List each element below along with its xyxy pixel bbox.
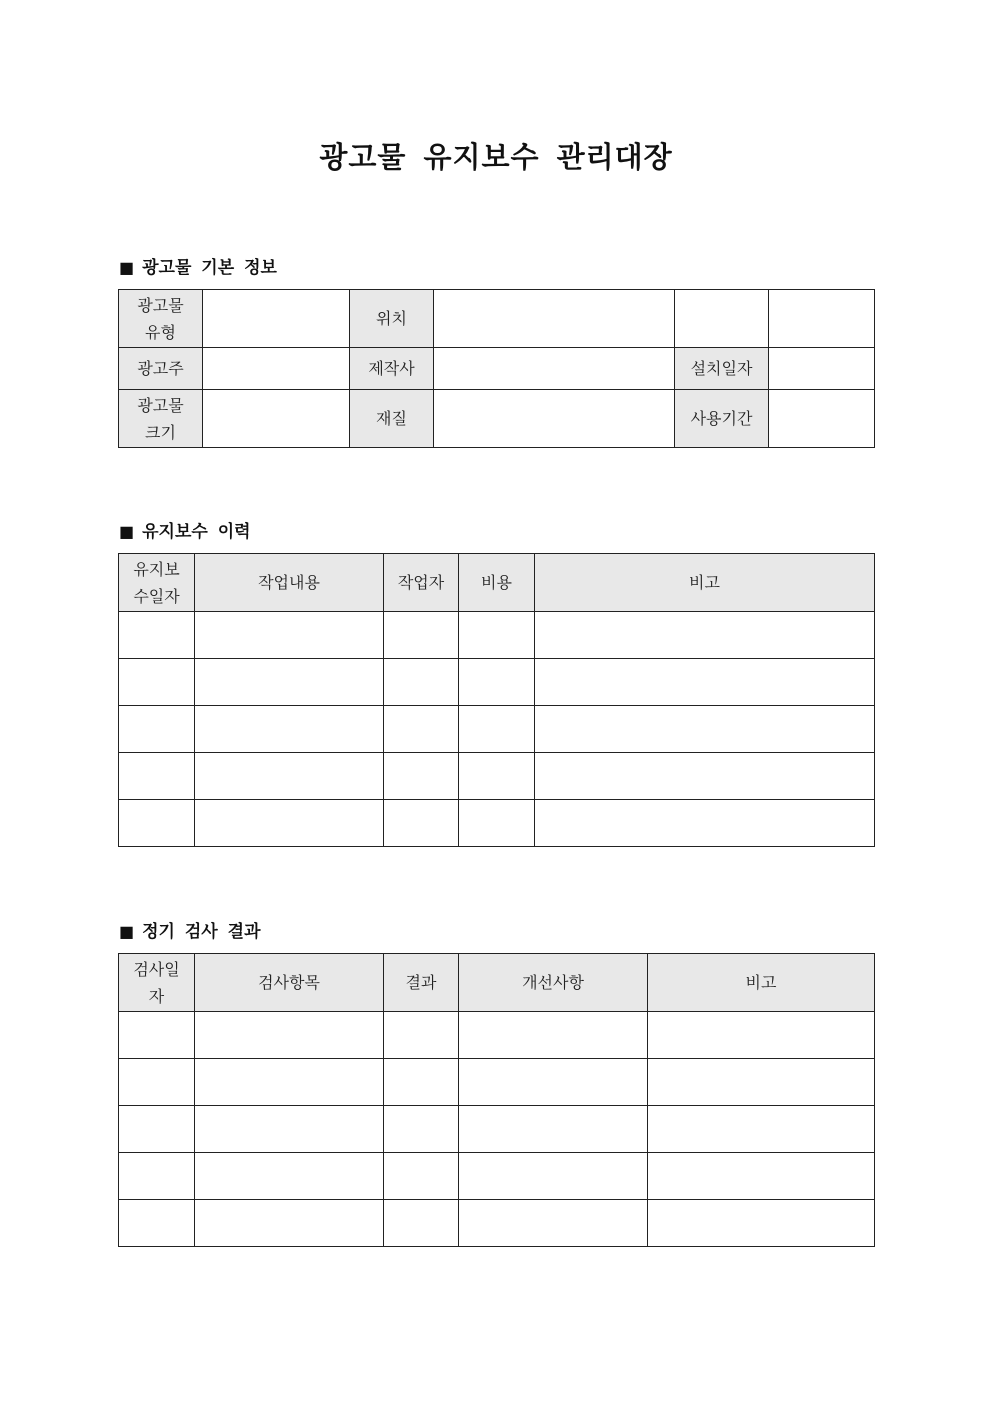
advertiser-label: 광고주 [119,348,203,390]
table-cell[interactable] [384,1153,459,1200]
table-row [119,1200,875,1247]
table-row [119,1059,875,1106]
table-cell[interactable] [384,1200,459,1247]
table-cell[interactable] [119,800,195,847]
table-row [119,612,875,659]
material-field[interactable] [434,390,675,448]
table-cell[interactable] [459,1153,648,1200]
maintenance-history-table [118,553,875,847]
table-cell[interactable] [459,1106,648,1153]
table-cell[interactable] [535,753,875,800]
table-cell[interactable] [195,1200,384,1247]
table-cell[interactable] [648,1200,875,1247]
table-row [119,348,875,390]
table-cell[interactable] [384,1059,459,1106]
section-heading-basic-info [119,253,277,278]
table-cell[interactable] [459,659,535,706]
table-cell[interactable] [459,1059,648,1106]
table-cell[interactable] [384,1106,459,1153]
square-bullet-icon: ■ [119,258,135,277]
table-cell[interactable] [195,1106,384,1153]
table-row [119,706,875,753]
table-cell[interactable] [459,706,535,753]
usage-period-field[interactable] [769,390,875,448]
install-date-label: 설치일자 [675,348,769,390]
table-row [119,753,875,800]
table-cell[interactable] [459,800,535,847]
basic-info-table [118,289,875,448]
table-cell[interactable] [384,753,459,800]
square-bullet-icon: ■ [119,922,135,941]
table-cell[interactable] [195,800,384,847]
table-cell[interactable] [459,612,535,659]
table-cell[interactable] [648,1012,875,1059]
page-title: 광고물 유지보수 관리대장 [319,140,673,174]
ad-size-label: 광고물 크기 [119,390,203,448]
table-cell[interactable] [535,706,875,753]
table-cell[interactable] [384,1012,459,1059]
table-cell[interactable] [648,1059,875,1106]
section-heading-text: 광고물 기본 정보 [142,258,277,278]
table-cell[interactable] [384,706,459,753]
column-header-inspection-item: 검사항목 [195,954,384,1012]
column-header-work-content: 작업내용 [195,554,384,612]
section-heading-text: 유지보수 이력 [142,522,251,542]
blank-cell[interactable] [675,290,769,348]
table-cell[interactable] [535,659,875,706]
ad-type-label: 광고물 유형 [119,290,203,348]
table-row [119,659,875,706]
table-row [119,1153,875,1200]
table-row [119,290,875,348]
table-cell[interactable] [119,659,195,706]
table-cell[interactable] [648,1153,875,1200]
table-cell[interactable] [119,706,195,753]
table-row [119,800,875,847]
ad-type-field[interactable] [203,290,350,348]
table-header-row [119,954,875,1012]
table-cell[interactable] [384,800,459,847]
table-row [119,1012,875,1059]
table-header-row [119,554,875,612]
location-label: 위치 [350,290,434,348]
advertiser-field[interactable] [203,348,350,390]
usage-period-label: 사용기간 [675,390,769,448]
table-cell[interactable] [119,612,195,659]
table-cell[interactable] [535,612,875,659]
column-header-result: 결과 [384,954,459,1012]
table-cell[interactable] [195,753,384,800]
column-header-improvements: 개선사항 [459,954,648,1012]
table-cell[interactable] [459,1012,648,1059]
blank-cell[interactable] [769,290,875,348]
table-cell[interactable] [384,659,459,706]
column-header-cost: 비용 [459,554,535,612]
column-header-remarks: 비고 [648,954,875,1012]
table-cell[interactable] [195,1153,384,1200]
table-cell[interactable] [119,1012,195,1059]
section-heading-inspection [119,917,261,942]
table-cell[interactable] [195,1059,384,1106]
table-cell[interactable] [119,1106,195,1153]
column-header-worker: 작업자 [384,554,459,612]
table-cell[interactable] [195,612,384,659]
table-cell[interactable] [119,1059,195,1106]
table-row [119,390,875,448]
table-cell[interactable] [648,1106,875,1153]
table-cell[interactable] [459,753,535,800]
table-cell[interactable] [535,800,875,847]
table-cell[interactable] [195,706,384,753]
ad-size-field[interactable] [203,390,350,448]
square-bullet-icon: ■ [119,522,135,541]
column-header-maintenance-date: 유지보 수일자 [119,554,195,612]
section-heading-text: 정기 검사 결과 [142,922,261,942]
table-cell[interactable] [384,612,459,659]
material-label: 재질 [350,390,434,448]
table-row [119,1106,875,1153]
manufacturer-label: 제작사 [350,348,434,390]
install-date-field[interactable] [769,348,875,390]
section-heading-maintenance [119,517,251,542]
manufacturer-field[interactable] [434,348,675,390]
table-cell[interactable] [119,1200,195,1247]
table-cell[interactable] [119,753,195,800]
column-header-inspection-date: 검사일 자 [119,954,195,1012]
table-cell[interactable] [195,1012,384,1059]
table-cell[interactable] [195,659,384,706]
column-header-remarks: 비고 [535,554,875,612]
inspection-results-table [118,953,875,1247]
table-cell[interactable] [119,1153,195,1200]
location-field[interactable] [434,290,675,348]
table-cell[interactable] [459,1200,648,1247]
